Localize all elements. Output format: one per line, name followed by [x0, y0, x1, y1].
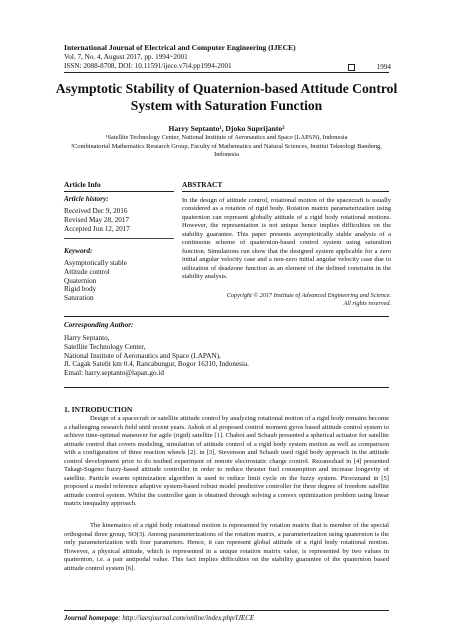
article-info-rule — [64, 191, 174, 192]
homepage-link[interactable]: : http://iaesjournal.com/online/index.php/IJECE — [118, 614, 255, 622]
keyword-item: Asymptotically stable — [64, 259, 127, 267]
keyword-item: Attitude control — [64, 267, 110, 276]
intro-paragraph-2: The kinematics of a rigid body rotational motion is represented by rotation matrix that is member of the special orthogonal three group, SO(3). Among parameterizations of the rotation matrix, a parameterization using quaternion is the only parameterization with four parameters. Hence, it can represent global attitude of a rigid body rotational motion. However, a physical attitude, which is represented in a unique rotation matrix value, is represented by two values in quaternion, i.e. a pair antipodal value. This fact implies difficulties on the stability guarantee of the quaternion based attitude control system [6]. — [64, 522, 389, 572]
corresponding-top-rule — [64, 316, 389, 317]
email-link[interactable]: Email: harry.septanto@lapan.go.id — [64, 369, 164, 378]
keyword-item: Quaternion — [64, 276, 97, 285]
history-divider — [64, 238, 174, 239]
abstract-text: In the design of attitude control, rotational motion of the spacecraft is usually considered as a rotation of rigid body. Rotation matrix parameterization using quaternion can represent globally attitude of a rigid body rotational motions. However, the representation is not unique hence implies difficulties on the stability guarantee. This paper presents asymptotically stable analysis of a continuous scheme of quaternion-based control system using saturation function. Simulations run show that the designed system applicable for a zero initial angular velocity case and a non-zero initial angular velocity case due to utilization of deadzone function as an element of the defined constraint in the stability analysis. — [182, 197, 391, 281]
abstract-rule — [182, 191, 389, 192]
paper-title: Asymptotic Stability of Quaternion-based Attitude Control System with Saturation Function — [55, 81, 398, 113]
affiliations: ¹Satellite Technology Center, National Institute of Aeronautics and Space (LAPAN), Indonesia ²Combinatorial Mathematics Research Group, Faculty of Mathematics and Natural Sciences, Institut Teknologi Bandung, Indonesia — [71, 134, 382, 158]
corresponding-bottom-rule — [64, 387, 389, 388]
keyword-heading: Keyword: — [64, 247, 93, 255]
copyright: Copyright © 2017 Institute of Advanced Engineering and Science. All rights reserved. — [226, 292, 391, 307]
section-heading: 1. INTRODUCTION — [64, 405, 133, 414]
history-heading: Article history: — [64, 195, 109, 203]
article-history: Received Dec 9, 2016 Revised May 28, 2017 Accepted Jun 12, 2017 — [64, 207, 130, 233]
corresponding-author: Harry Septanto, Satellite Technology Center, National Institute of Aeronautics and Space (LAPAN), Jl. Cagak Satelit km 0.4, Rancabungur, Bogor 16310, Indonesia. Email: harry.septanto@lapan.go.id — [64, 334, 389, 378]
footer-rule — [64, 610, 389, 611]
keyword-item: Rigid body — [64, 285, 97, 294]
authors: Harry Septanto¹, Djoko Suprijanto² — [168, 124, 285, 133]
keyword-list — [64, 259, 174, 303]
journal-name: International Journal of Electrical and Computer Engineering (IJECE) — [64, 43, 296, 52]
intro-paragraph-1: Design of a spacecraft or satellite attitude control by analyzing rotational motion of a rigid body remains become a challenging research field until recent years. Ashok et al proposed control moment gyros based attitude control system to achieve time-optimal maneuver for agile (rigid) satellite [1]. Chabot and Schaub presented a spherical actuator for satellite attitude control that covers modeling, simulation of attitude control of a rigid body system motion as well as comparison with a configuration of three reaction wheels [2]. in [3], Stevenson and Schaub used rigid body approach in the attitude control development prior to do testbed experiment of remote electrostatic charge control. Rezanezhad in [4] presented Takagi-Sugeno fuzzy-based attitude controller in order to reduce thruster fuel consumption and increase longevity of satellite. Particle swarm optimization algorithm is used to reduce limit cycle on the fuzzy system. Pirooznand in [5] proposed a model reference adaptive system-based robust model predictive controller for three degree of freedom satellite attitude control system. Whilst the controller gain is obtained through solving a convex optimization problem using linear matrix inequality approach. — [64, 415, 389, 507]
corresponding-heading: Corresponding Author: — [64, 321, 134, 329]
journal-homepage: Journal homepage: http://iaesjournal.com/online/index.php/IJECE — [64, 614, 255, 622]
abstract-heading: ABSTRACT — [182, 180, 223, 189]
square-icon — [348, 64, 355, 71]
page-number: 1994 — [348, 63, 391, 71]
article-info-heading: Article Info — [64, 180, 101, 189]
journal-volume: Vol. 7, No. 4, August 2017, pp. 1994~2001 — [64, 53, 188, 61]
journal-issn: ISSN: 2088-8708, DOI: 10.11591/ijece.v7i4.pp1994-2001 — [64, 62, 232, 70]
keyword-item: Saturation — [64, 294, 94, 303]
header-rule — [64, 72, 389, 73]
